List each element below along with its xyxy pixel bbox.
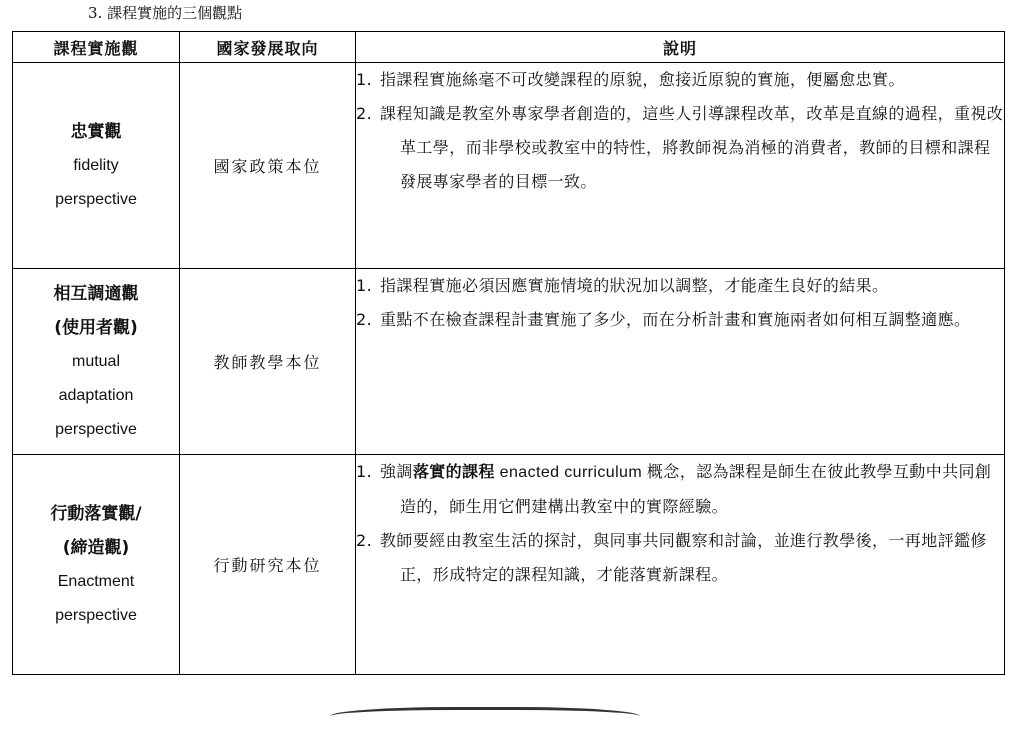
list-item: 2. 重點不在檢查課程計畫實施了多少，而在分析計畫和實施兩者如何相互調整適應。 (356, 310, 971, 329)
view-cell (13, 269, 180, 455)
view-cell (13, 455, 180, 675)
header-description: 說明 (356, 32, 1005, 63)
description-cell (356, 455, 1005, 675)
table-row (13, 455, 1005, 675)
orientation-cell: 行動研究本位 (180, 455, 356, 675)
list-item: 2. 課程知識是教室外專家學者創造的，這些人引導課程改革，改革是直線的過程，重視改革工學，而非學校或教室中的特性，將教師視為消極的消費者，教師的目標和課程發展專家學者的目標一致。 (356, 104, 1004, 191)
view-name-en: perspective (55, 420, 137, 438)
list-item: 2. 教師要經由教室生活的探討，與同事共同觀察和討論，並進行教學後，一再地評鑑修正，形成特定的課程知識，才能落實新課程。 (356, 531, 987, 584)
view-name-zh: (締造觀) (62, 537, 130, 558)
orientation-cell: 國家政策本位 (180, 63, 356, 269)
orientation-cell: 教師教學本位 (180, 269, 356, 455)
view-name-zh: 忠實觀 (70, 121, 122, 142)
section-heading: 3. 課程實施的三個觀點 (88, 4, 243, 22)
view-name-zh: 行動落實觀/ (50, 503, 142, 524)
table-row (13, 63, 1005, 269)
list-item: 1. 指課程實施絲毫不可改變課程的原貌，愈接近原貌的實施，便屬愈忠實。 (356, 70, 905, 89)
view-name-en: fidelity (73, 156, 119, 174)
view-name-en: perspective (55, 190, 137, 208)
table-header-row (13, 32, 1005, 63)
list-item: 1. 強調落實的課程 enacted curriculum 概念，認為課程是師生在彼此教學互動中共同創造的，師生用它們建構出教室中的實際經驗。 (356, 462, 992, 516)
view-name-zh: 相互調適觀 (53, 283, 139, 304)
view-name-en: adaptation (58, 386, 134, 404)
table-row (13, 269, 1005, 455)
view-name-en: Enactment (57, 572, 135, 590)
list-item: 1. 指課程實施必須因應實施情境的狀況加以調整，才能產生良好的結果。 (356, 276, 889, 295)
header-orientation: 國家發展取向 (180, 32, 356, 63)
view-name-zh: (使用者觀) (54, 317, 138, 338)
description-cell (356, 63, 1005, 269)
implementation-table (12, 31, 1005, 675)
view-name-en: perspective (55, 606, 137, 624)
header-view: 課程實施觀 (13, 32, 180, 63)
view-cell (13, 63, 180, 269)
view-name-en: mutual (71, 352, 121, 370)
scan-edge-artifact (330, 707, 640, 730)
description-cell (356, 269, 1005, 455)
